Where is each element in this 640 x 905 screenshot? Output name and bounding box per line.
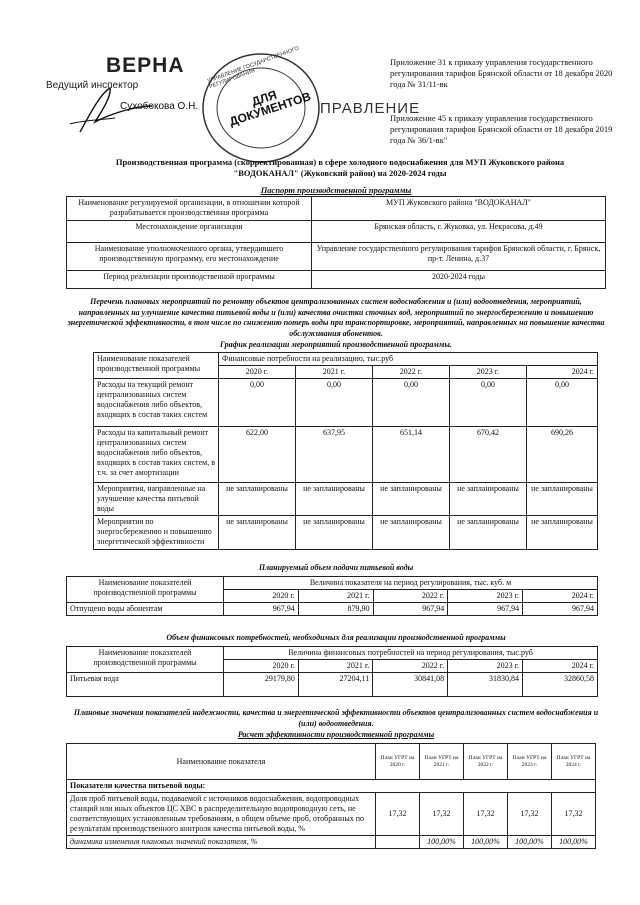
year-header: План УГРТ на 2021 г. xyxy=(420,744,464,780)
table-row xyxy=(67,197,606,221)
col-header-fin: Финансовые потребности на реализацию, тыс.руб xyxy=(219,353,598,366)
cell-value: не запланированы xyxy=(373,516,450,550)
cell-value: 967,94 xyxy=(523,603,598,616)
col-header-val: Величина финансовых потребностей на период регулирования, тыс.руб xyxy=(224,647,598,660)
table-row xyxy=(67,780,596,793)
cell-value: 30841,08 xyxy=(373,673,448,697)
passport-label: Наименование уполномоченного органа, утвердившего производственную программу, его местонахождение xyxy=(67,243,312,271)
table-row xyxy=(94,427,598,483)
cell-value: 967,94 xyxy=(373,603,448,616)
row-label: Мероприятия по энергосбережению и повышению энергетической эффективности xyxy=(94,516,219,550)
passport-value: Управление государственного регулирования тарифов Брянской области, г. Брянск, пр-т. Ленина, д.37 xyxy=(312,243,606,271)
row-label: Мероприятия, направленные на улучшение качества питьевой воды xyxy=(94,483,219,516)
year-header: 2023 г. xyxy=(448,590,523,603)
year-header: 2021 г. xyxy=(296,366,373,379)
round-stamp-ring: УПРАВЛЕНИЕ ГОСУДАРСТВЕННОГО РЕГУЛИРОВАНИЯ xyxy=(206,45,300,91)
year-header: 2022 г. xyxy=(373,366,450,379)
cell-value: 17,32 xyxy=(376,793,420,836)
col-header-name: Наименование показателя xyxy=(67,744,376,780)
cell-value: 879,90 xyxy=(298,603,373,616)
cell-value: не запланированы xyxy=(219,483,296,516)
year-header: План УГРТ на 2020 г. xyxy=(376,744,420,780)
year-header: 2023 г. xyxy=(448,660,523,673)
table-row xyxy=(67,744,596,780)
passport-label: Местонахождение организации xyxy=(67,221,312,243)
passport-label: Наименование регулируемой организации, в отношении которой разрабатывается производственная программа xyxy=(67,197,312,221)
year-header: 2022 г. xyxy=(373,590,448,603)
passport-value: 2020-2024 годы xyxy=(312,271,606,289)
cell-value: 0,00 xyxy=(373,379,450,427)
year-header: План УГРТ на 2022 г. xyxy=(464,744,508,780)
round-stamp-label: ДЛЯ ДОКУМЕНТОВ xyxy=(227,87,313,129)
col-header-name: Наименование показателей производственной программы xyxy=(67,647,224,673)
cell-value: 27204,11 xyxy=(298,673,372,697)
cell-value: не запланированы xyxy=(450,516,527,550)
table-row xyxy=(94,353,598,366)
cell-value: 31830,84 xyxy=(448,673,523,697)
table-row xyxy=(67,793,596,836)
cell-value: 17,32 xyxy=(420,793,464,836)
cell-value: не запланированы xyxy=(527,516,598,550)
cell-value: 100,00% xyxy=(464,836,508,849)
verna-text: ВЕРНА xyxy=(106,54,185,77)
supply-table xyxy=(66,576,598,616)
table-row xyxy=(67,603,598,616)
section-label: Показатели качества питьевой воды: xyxy=(67,780,596,793)
cell-value: не запланированы xyxy=(450,483,527,516)
cell-value: 100,00% xyxy=(420,836,464,849)
cell-value: 100,00% xyxy=(552,836,596,849)
cell-value: не запланированы xyxy=(296,516,373,550)
supply-heading: Планируемый объем подачи питьевой воды xyxy=(258,563,414,572)
year-header: 2021 г. xyxy=(298,660,372,673)
table-row xyxy=(67,221,606,243)
inspector-text: Ведущий инспектор xyxy=(46,80,139,91)
cell-value: 637,95 xyxy=(296,427,373,483)
row-label: Питьевая вода xyxy=(67,673,224,697)
measures-intro: Перечень плановых мероприятий по ремонту объектов централизованных систем водоснабжения и (или) водоотведения, мероприятий, направленных на улучшение качества питьевой воды и (или) качества очистки сточных вод, мероприятий по энергосбережению и повышению энергетической эффективности, в том числе по снижению потерь воды при транспортировке, мероприятий, направленных на повышение качества обслуживания абонентов. xyxy=(67,297,605,338)
cell-value: 622,00 xyxy=(219,427,296,483)
year-header: 2024 г. xyxy=(527,366,598,379)
cell-value: 967,94 xyxy=(448,603,523,616)
cell-value xyxy=(376,836,420,849)
table-row xyxy=(67,577,598,590)
table-row xyxy=(67,836,596,849)
appendix-1: Приложение 31 к приказу управления государственного регулирования тарифов Брянской области от 18 декабря 2020 года № 31/11-вк xyxy=(390,57,613,89)
table-row xyxy=(67,271,606,289)
measures-heading: График реализации мероприятий производственной программы. xyxy=(220,340,452,349)
cell-value: не запланированы xyxy=(296,483,373,516)
col-header-val: Величина показателя на период регулирования, тыс. куб. м xyxy=(224,577,598,590)
cell-value: 690,26 xyxy=(527,427,598,483)
passport-table xyxy=(66,196,606,289)
year-header: 2021 г. xyxy=(298,590,373,603)
cell-value: 100,00% xyxy=(508,836,552,849)
cell-value: 32860,58 xyxy=(522,673,597,697)
finance-heading: Объем финансовых потребностей, необходимых для реализации производственной программы xyxy=(166,633,506,642)
inspector-name: Сухобокова О.Н. xyxy=(120,101,199,112)
year-header: 2020 г. xyxy=(219,366,296,379)
cell-value: 17,32 xyxy=(552,793,596,836)
table-row xyxy=(94,379,598,427)
measures-table xyxy=(93,352,598,550)
cell-value: 29179,80 xyxy=(224,673,299,697)
reliability-table xyxy=(66,743,596,849)
reliability-intro: Плановые значения показателей надежности, качества и энергетической эффективности объектов централизованных систем водоснабжения и (или) водоотведения. xyxy=(73,708,599,728)
row-label: Расходы на капитальный ремонт централизованных систем водоснабжения либо объектов, входящих в состав таких систем, в т.ч. за счет амортизации xyxy=(94,427,219,483)
col-header-name: Наименование показателей производственной программы xyxy=(94,353,219,379)
reliability-heading: Расчет эффективности производственной программы xyxy=(237,730,435,739)
passport-heading: Паспорт производственной программы xyxy=(260,185,412,195)
cell-value: 0,00 xyxy=(219,379,296,427)
year-header: 2023 г. xyxy=(450,366,527,379)
cell-value: не запланированы xyxy=(219,516,296,550)
table-row xyxy=(94,483,598,516)
appendix-2: Приложение 45 к приказу управления государственного регулирования тарифов Брянской области от 18 декабря 2019 года № 36/1-вк" xyxy=(390,113,613,145)
cell-value: 670,42 xyxy=(450,427,527,483)
table-row xyxy=(94,516,598,550)
cell-value: не запланированы xyxy=(373,483,450,516)
cell-value: 967,94 xyxy=(224,603,299,616)
cell-value: 0,00 xyxy=(296,379,373,427)
col-header-name: Наименование показателей производственной программы xyxy=(67,577,224,603)
row-label: Отпущено воды абонентам xyxy=(67,603,224,616)
year-header: 2020 г. xyxy=(224,660,299,673)
year-header: 2024 г. xyxy=(522,660,597,673)
cell-value: 17,32 xyxy=(508,793,552,836)
passport-value: Брянская область, г. Жуковка, ул. Некрасова, д.49 xyxy=(312,221,606,243)
year-header: План УГРТ на 2023 г. xyxy=(508,744,552,780)
cell-value: не запланированы xyxy=(527,483,598,516)
table-row xyxy=(67,647,598,660)
upravlenie-text: ПРАВЛЕНИЕ xyxy=(320,100,421,117)
row-label: динамика изменения плановых значений показателя, % xyxy=(67,836,376,849)
passport-value: МУП Жуковского района "ВОДОКАНАЛ" xyxy=(312,197,606,221)
cell-value: 17,32 xyxy=(464,793,508,836)
cell-value: 651,14 xyxy=(373,427,450,483)
page-title: Производственная программа (скорректированная) в сфере холодного водоснабжения для МУП Жуковского района "ВОДОКАНАЛ" (Жуковский район) на 2020-2024 годы xyxy=(115,157,565,178)
passport-label: Период реализации производственной программы xyxy=(67,271,312,289)
row-label: Расходы на текущий ремонт централизованных систем водоснабжения либо объектов, входящих в состав таких систем xyxy=(94,379,219,427)
finance-table xyxy=(66,646,598,697)
table-row xyxy=(67,673,598,697)
row-label: Доля проб питьевой воды, подаваемой с источников водоснабжения, водопроводных станций или иных объектов ЦС ХВС в распределительную водопроводную сеть, не соответствующих установленным требованиям, в общем объеме проб, отобранных по результатам производственного контроля качества питьевой воды, % xyxy=(67,793,376,836)
year-header: 2022 г. xyxy=(373,660,448,673)
cell-value: 0,00 xyxy=(450,379,527,427)
year-header: 2024 г. xyxy=(523,590,598,603)
table-row xyxy=(67,243,606,271)
cell-value: 0,00 xyxy=(527,379,598,427)
year-header: 2020 г. xyxy=(224,590,299,603)
year-header: План УГРТ на 2024 г. xyxy=(552,744,596,780)
